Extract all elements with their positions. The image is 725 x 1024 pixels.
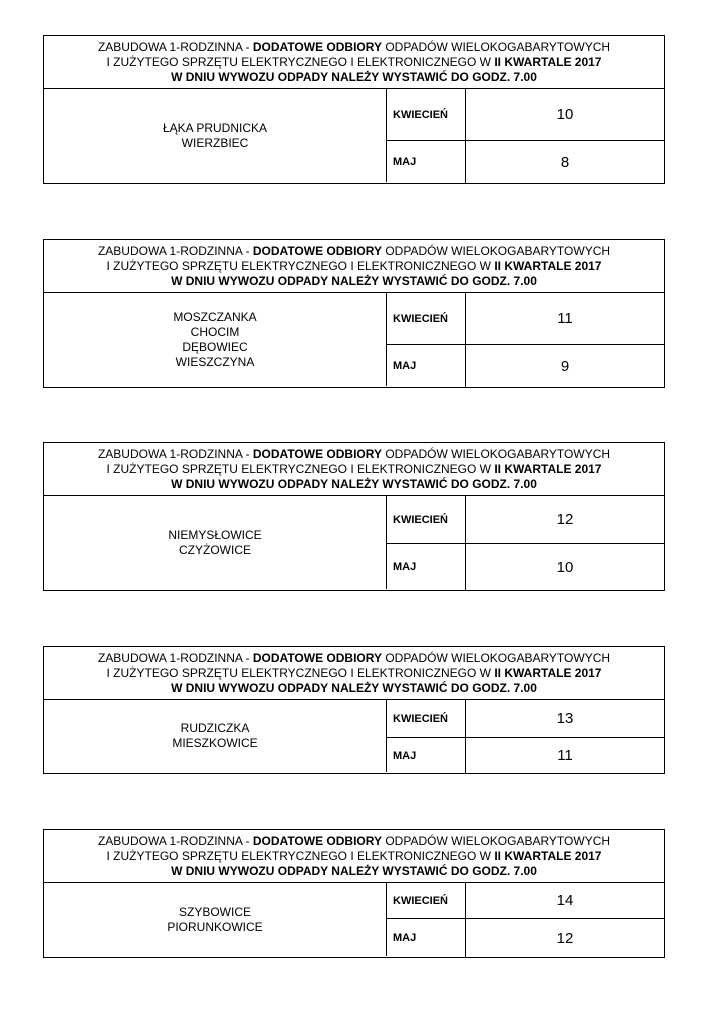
header-bold-text: W DNIU WYWOZU ODPADY NALEŻY WYSTAWIĆ DO GODZ. 7.00	[171, 70, 537, 84]
header-text: ZABUDOWA 1-RODZINNA -	[97, 40, 253, 54]
schedule-table-3	[43, 442, 665, 591]
header-bold-text: II KWARTALE 2017	[494, 462, 602, 476]
location-name: WIESZCZYNA	[175, 354, 255, 369]
schedule-header	[44, 647, 664, 700]
location-name: ŁĄKA PRUDNICKA	[162, 120, 268, 135]
month-april-label: KWIECIEŃ	[387, 293, 466, 344]
month-may-label: MAJ	[387, 141, 466, 183]
location-name: CHOCIM	[190, 324, 240, 339]
header-bold-text: DODATOWE ODBIORY	[252, 244, 382, 258]
month-may-label: MAJ	[387, 345, 466, 387]
header-text: ODPADÓW WIELOKOGABARYTOWYCH	[382, 244, 611, 258]
locations-cell	[44, 89, 387, 182]
locations-cell	[44, 883, 387, 956]
april-date: 14	[556, 892, 574, 909]
schedule-header	[44, 830, 664, 883]
header-text: ODPADÓW WIELOKOGABARYTOWYCH	[382, 40, 611, 54]
header-text: ZABUDOWA 1-RODZINNA -	[97, 651, 253, 665]
location-name: PIORUNKOWICE	[167, 919, 263, 934]
location-name: CZYŻOWICE	[179, 542, 251, 557]
month-may-label: MAJ	[387, 919, 466, 957]
may-date: 8	[560, 153, 570, 171]
header-bold-text: W DNIU WYWOZU ODPADY NALEŻY WYSTAWIĆ DO GODZ. 7.00	[171, 864, 537, 878]
header-text: I ZUŻYTEGO SPRZĘTU ELEKTRYCZNEGO I ELEKTRONICZNEGO W	[106, 849, 495, 863]
schedule-header	[44, 240, 664, 293]
header-bold-text: II KWARTALE 2017	[494, 666, 602, 680]
april-date: 12	[556, 511, 574, 528]
location-name: MIESZKOWICE	[172, 736, 258, 750]
header-text: ZABUDOWA 1-RODZINNA -	[97, 447, 253, 461]
location-name: DĘBOWIEC	[182, 339, 248, 354]
april-date: 11	[557, 310, 573, 327]
month-april-label: KWIECIEŃ	[387, 496, 466, 543]
header-text: I ZUŻYTEGO SPRZĘTU ELEKTRYCZNEGO I ELEKTRONICZNEGO W	[106, 55, 495, 69]
header-bold-text: DODATOWE ODBIORY	[252, 447, 382, 461]
month-may-label: MAJ	[387, 544, 466, 590]
header-text: ODPADÓW WIELOKOGABARYTOWYCH	[382, 834, 611, 848]
header-text: I ZUŻYTEGO SPRZĘTU ELEKTRYCZNEGO I ELEKTRONICZNEGO W	[106, 259, 495, 273]
header-bold-text: II KWARTALE 2017	[494, 849, 602, 863]
header-bold-text: W DNIU WYWOZU ODPADY NALEŻY WYSTAWIĆ DO GODZ. 7.00	[171, 681, 537, 695]
header-bold-text: DODATOWE ODBIORY	[252, 40, 382, 54]
schedule-table-4	[43, 646, 665, 774]
month-april-label: KWIECIEŃ	[387, 700, 466, 737]
location-name: MOSZCZANKA	[173, 309, 257, 324]
location-name: SZYBOWICE	[178, 904, 251, 919]
location-name: NIEMYSŁOWICE	[168, 527, 262, 542]
locations-cell	[44, 293, 387, 386]
may-date: 10	[556, 558, 574, 576]
april-date: 13	[556, 710, 574, 727]
schedule-table-1	[43, 35, 665, 184]
schedule-header	[44, 36, 664, 89]
may-date: 11	[557, 747, 573, 764]
header-text: I ZUŻYTEGO SPRZĘTU ELEKTRYCZNEGO I ELEKTRONICZNEGO W	[106, 666, 495, 680]
month-april-label: KWIECIEŃ	[387, 883, 466, 918]
locations-cell	[44, 700, 387, 772]
schedule-table-5	[43, 829, 665, 958]
may-date: 12	[556, 929, 574, 947]
header-text: ODPADÓW WIELOKOGABARYTOWYCH	[382, 447, 611, 461]
location-name: RUDZICZKA	[180, 721, 250, 735]
header-text: I ZUŻYTEGO SPRZĘTU ELEKTRYCZNEGO I ELEKTRONICZNEGO W	[106, 462, 495, 476]
header-text: ZABUDOWA 1-RODZINNA -	[97, 244, 253, 258]
header-bold-text: DODATOWE ODBIORY	[252, 834, 382, 848]
header-bold-text: W DNIU WYWOZU ODPADY NALEŻY WYSTAWIĆ DO GODZ. 7.00	[171, 477, 537, 491]
header-text: ODPADÓW WIELOKOGABARYTOWYCH	[382, 651, 611, 665]
header-bold-text: II KWARTALE 2017	[494, 55, 602, 69]
schedule-header	[44, 443, 664, 496]
april-date: 10	[556, 106, 574, 123]
schedule-table-2	[43, 239, 665, 388]
locations-cell	[44, 496, 387, 589]
month-april-label: KWIECIEŃ	[387, 89, 466, 140]
header-bold-text: DODATOWE ODBIORY	[252, 651, 382, 665]
may-date: 9	[560, 357, 570, 375]
header-text: ZABUDOWA 1-RODZINNA -	[97, 834, 253, 848]
location-name: WIERZBIEC	[181, 135, 249, 150]
header-bold-text: W DNIU WYWOZU ODPADY NALEŻY WYSTAWIĆ DO GODZ. 7.00	[171, 274, 537, 288]
header-bold-text: II KWARTALE 2017	[494, 259, 602, 273]
month-may-label: MAJ	[387, 738, 466, 773]
